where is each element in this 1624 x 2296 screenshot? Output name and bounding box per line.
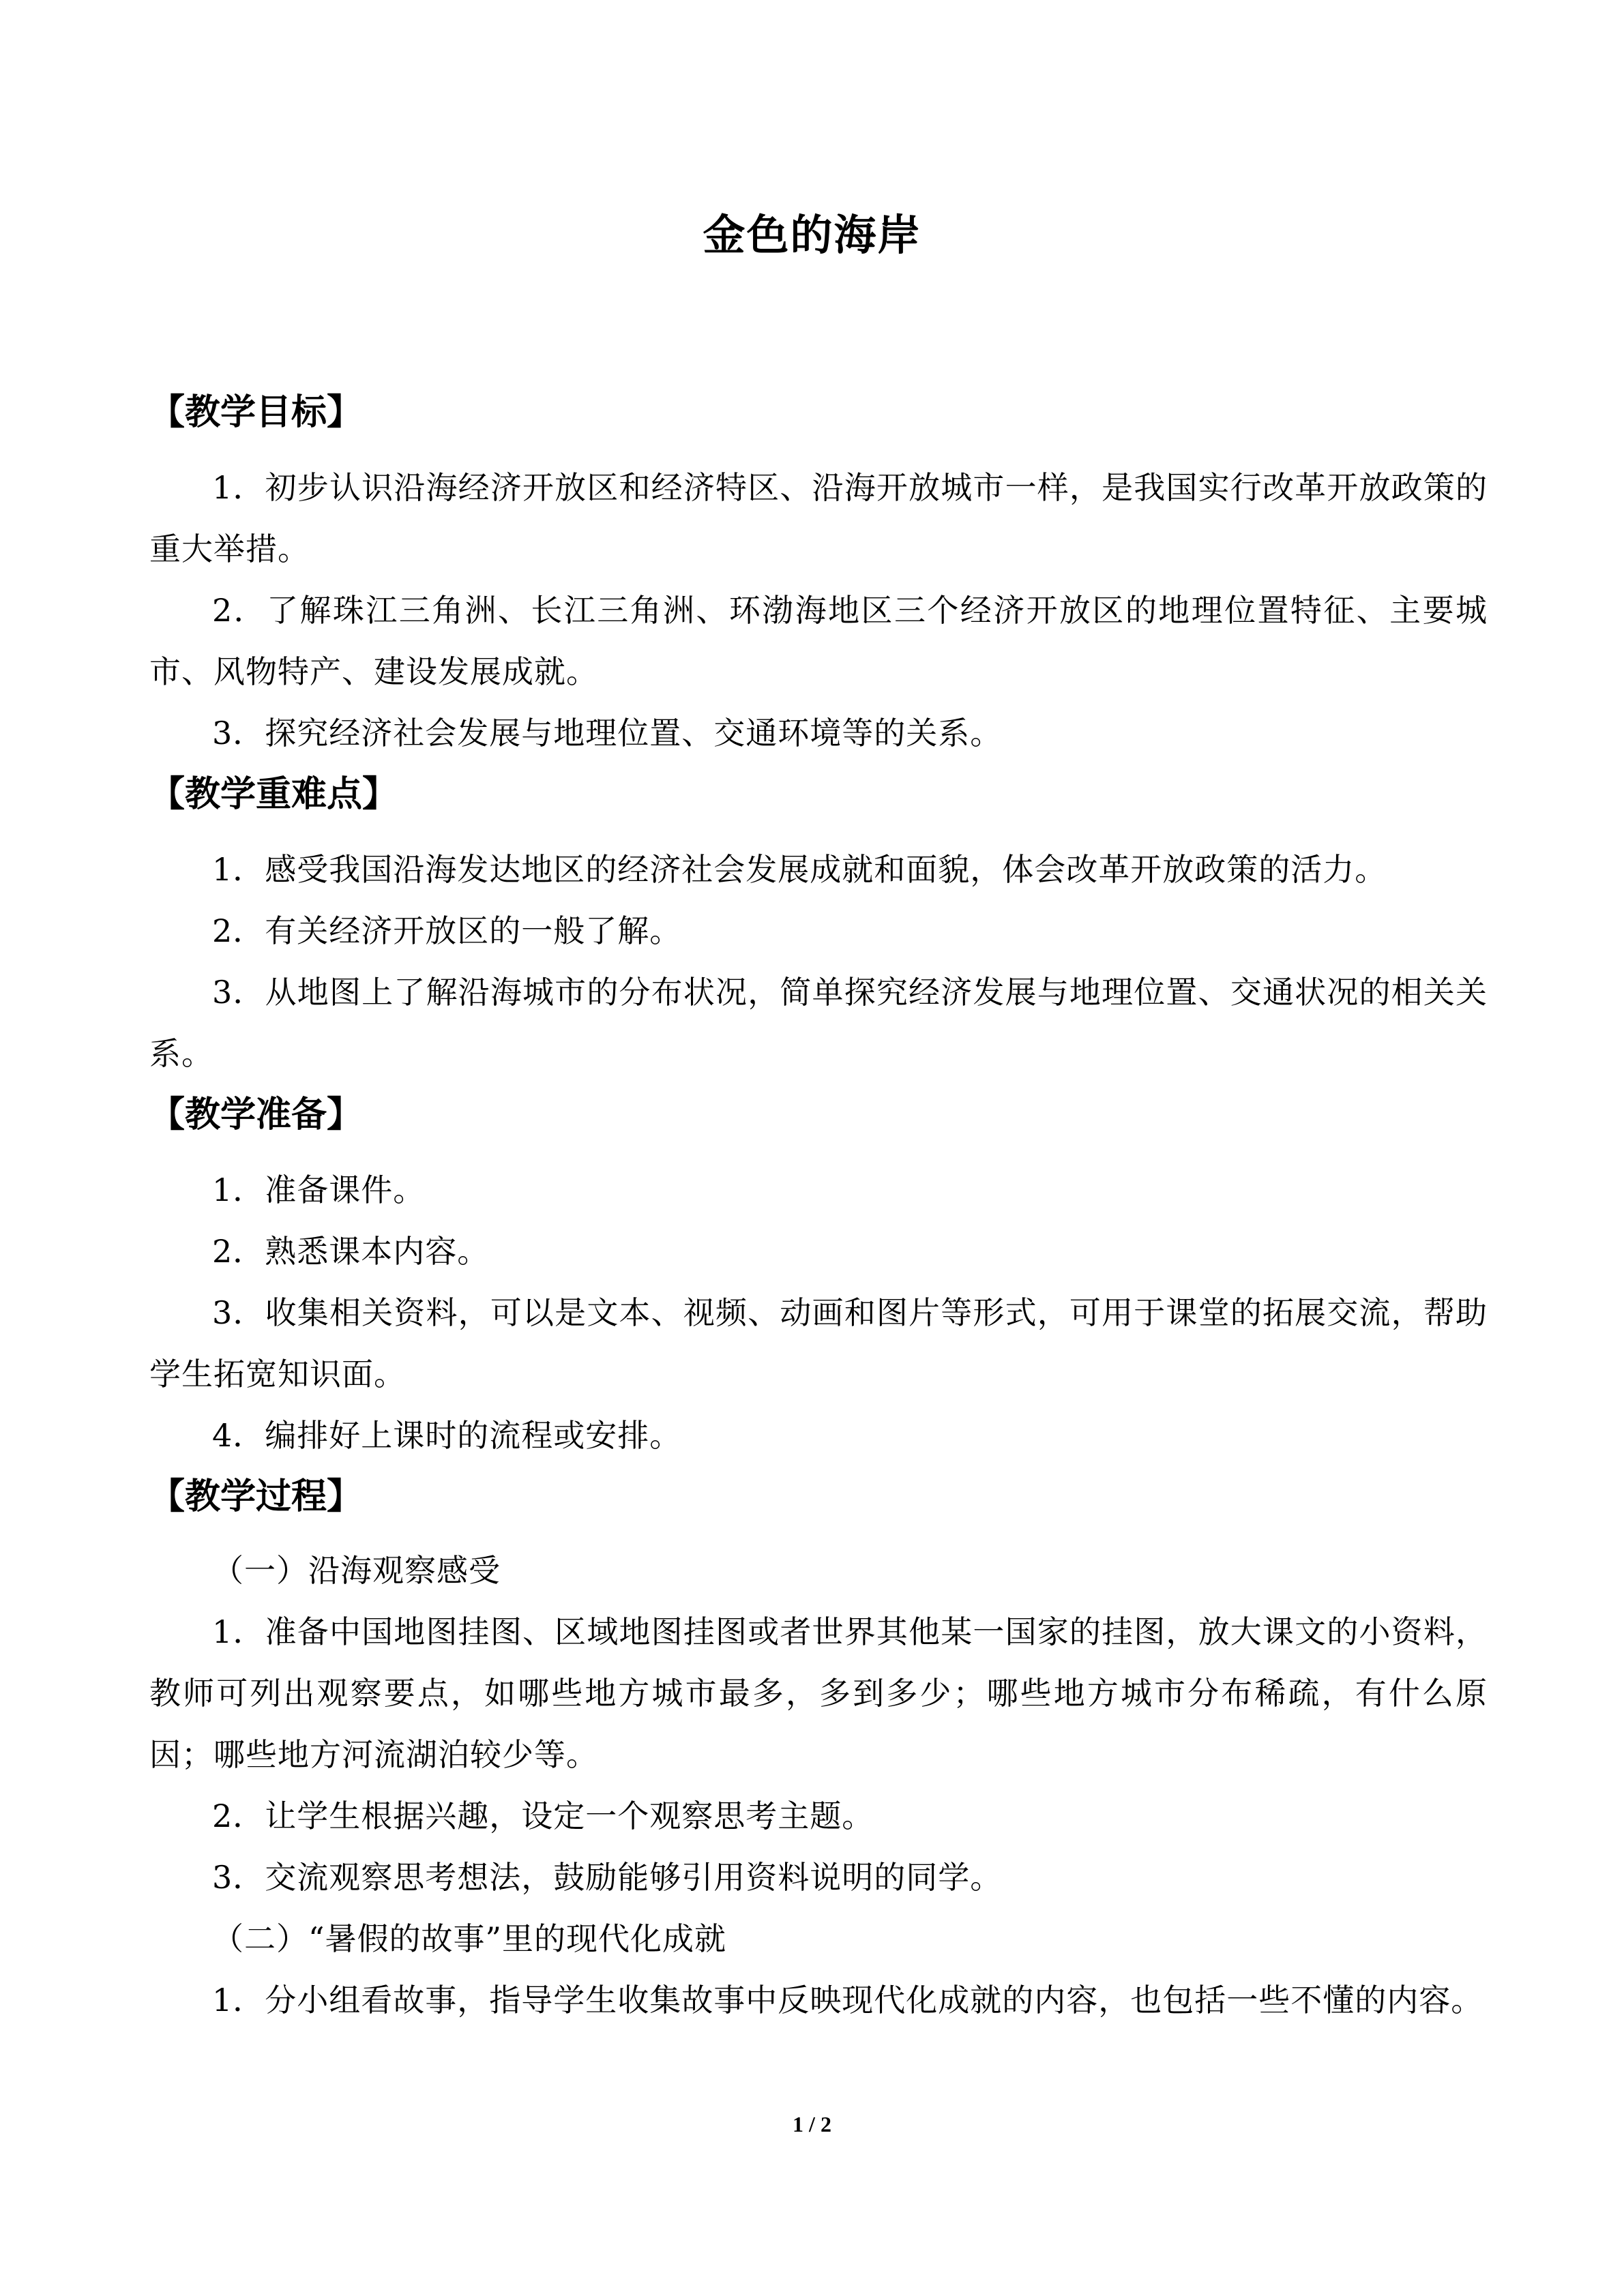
paragraph: 1．初步认识沿海经济开放区和经济特区、沿海开放城市一样，是我国实行改革开放政策的重大举措。	[149, 469, 1488, 567]
section-heading-preparation: 【教学准备】	[149, 1094, 363, 1135]
paragraph: 4．编排好上课时的流程或安排。	[212, 1417, 682, 1454]
paragraph: 2．了解珠江三角洲、长江三角洲、环渤海地区三个经济开放区的地理位置特征、主要城市、风物特产、建设发展成就。	[149, 592, 1488, 690]
paragraph: 2．让学生根据兴趣，设定一个观察思考主题。	[212, 1798, 874, 1834]
subsection-heading: （二）“暑假的故事”里的现代化成就	[212, 1920, 727, 1957]
section-heading-objectives: 【教学目标】	[149, 392, 363, 433]
paragraph: 3．收集相关资料，可以是文本、视频、动画和图片等形式，可用于课堂的拓展交流，帮助学生拓宽知识面。	[149, 1294, 1488, 1392]
section-heading-process: 【教学过程】	[149, 1476, 363, 1517]
document-title: 金色的海岸	[703, 210, 921, 260]
paragraph: 2．有关经济开放区的一般了解。	[212, 912, 682, 949]
paragraph: 1．准备课件。	[212, 1172, 426, 1208]
subsection-heading: （一）沿海观察感受	[212, 1552, 501, 1589]
paragraph: 3．从地图上了解沿海城市的分布状况，简单探究经济发展与地理位置、交通状况的相关关系。	[149, 974, 1488, 1072]
paragraph: 2．熟悉课本内容。	[212, 1233, 490, 1270]
paragraph: 3．探究经济社会发展与地理位置、交通环境等的关系。	[212, 715, 1003, 751]
document-body	[149, 382, 1488, 2031]
paragraph: 1．准备中国地图挂图、区域地图挂图或者世界其他某一国家的挂图，放大课文的小资料，教师可列出观察要点，如哪些地方城市最多，多到多少；哪些地方城市分布稀疏，有什么原因；哪些地方河流湖泊较少等。	[149, 1613, 1488, 1773]
paragraph: 3．交流观察思考想法，鼓励能够引用资料说明的同学。	[212, 1859, 1003, 1896]
page-number: 1 / 2	[793, 2112, 831, 2136]
paragraph: 1．感受我国沿海发达地区的经济社会发展成就和面貌，体会改革开放政策的活力。	[212, 851, 1387, 888]
section-heading-key-points: 【教学重难点】	[149, 774, 398, 815]
paragraph: 1．分小组看故事，指导学生收集故事中反映现代化成就的内容，也包括一些不懂的内容。	[212, 1982, 1483, 2018]
